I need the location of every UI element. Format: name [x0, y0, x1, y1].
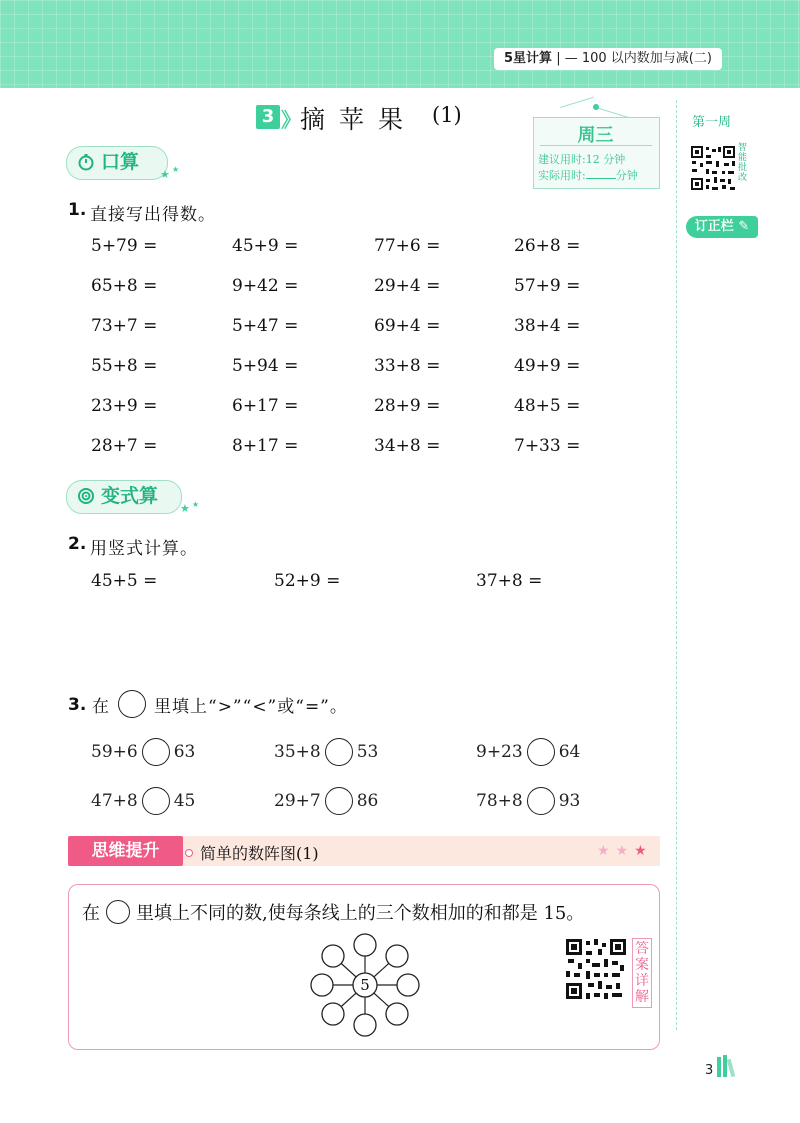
- oral-calc-item: 77+6 =: [374, 236, 441, 256]
- oral-calc-item: 48+5 =: [514, 396, 581, 416]
- star-icon: ★: [180, 502, 190, 515]
- diagram-circle[interactable]: [322, 945, 344, 967]
- qr-code-icon[interactable]: [690, 145, 736, 191]
- oral-calc-item: 65+8 =: [91, 276, 158, 296]
- oral-calc-item: 45+9 =: [232, 236, 299, 256]
- book-unit-tag: [494, 48, 722, 70]
- unit-name: — 100 以内数加与减(二): [564, 51, 712, 66]
- week-label: 第一周: [692, 115, 732, 130]
- qr-code-icon[interactable]: [564, 937, 628, 1001]
- vertical-calc-item: 52+9 =: [274, 571, 341, 591]
- thinking-prompt: 在 里填上不同的数,使每条线上的三个数相加的和都是 15。: [82, 899, 584, 925]
- thinking-subtitle: 简单的数阵图(1): [200, 844, 319, 863]
- compare-circle[interactable]: [142, 738, 170, 766]
- oral-calc-item: 28+9 =: [374, 396, 441, 416]
- series-name: 5星计算: [504, 51, 553, 66]
- diagram-circle[interactable]: [397, 974, 419, 996]
- oral-calc-item: 6+17 =: [232, 396, 299, 416]
- oral-calc-item: 49+9 =: [514, 356, 581, 376]
- compare-item: 29+7 86: [274, 787, 378, 815]
- compare-item: 35+8 53: [274, 738, 378, 766]
- section-variant: [66, 480, 182, 514]
- correction-label: 订正栏: [694, 219, 734, 234]
- divider: [540, 145, 652, 146]
- compare-item: 59+6 63: [91, 738, 195, 766]
- oral-calc-item: 7+33 =: [514, 436, 581, 456]
- oral-calc-item: 5+47 =: [232, 316, 299, 336]
- difficulty-stars: [597, 843, 653, 859]
- thinking-label: 思维提升: [68, 836, 183, 866]
- oral-calc-item: 9+42 =: [232, 276, 299, 296]
- vertical-calc-item: 37+8 =: [476, 571, 543, 591]
- oral-calc-item: 23+9 =: [91, 396, 158, 416]
- oral-calc-item: 29+4 =: [374, 276, 441, 296]
- page-title-part: (1): [432, 103, 462, 127]
- question-number: 1.: [68, 200, 87, 220]
- divider: |: [556, 51, 561, 66]
- side-divider: [676, 100, 677, 1030]
- star-icon: ★: [615, 843, 635, 859]
- section-label: 变式算: [101, 485, 159, 507]
- answer-tag[interactable]: 答案详解: [632, 938, 652, 1008]
- correction-tag[interactable]: [686, 216, 758, 238]
- compare-circle[interactable]: [527, 738, 555, 766]
- time-blank[interactable]: [586, 169, 616, 179]
- circle-icon: [106, 900, 130, 924]
- compare-item: 47+8 45: [91, 787, 195, 815]
- star-icon: ★: [192, 500, 200, 509]
- bullet-icon: [185, 849, 193, 857]
- oral-calc-item: 28+7 =: [91, 436, 158, 456]
- diagram-circle[interactable]: [354, 1014, 376, 1036]
- question-text: 用竖式计算。: [90, 539, 198, 559]
- star-icon: ★: [160, 168, 170, 181]
- diagram-circle[interactable]: [322, 1003, 344, 1025]
- compare-item: 78+8 93: [476, 787, 580, 815]
- vertical-calc-item: 45+5 =: [91, 571, 158, 591]
- oral-calc-item: 5+79 =: [91, 236, 158, 256]
- chevron-icon: 》: [281, 108, 301, 132]
- qr-label: 智能批改: [738, 143, 748, 183]
- oral-calc-item: 38+4 =: [514, 316, 581, 336]
- compare-circle[interactable]: [325, 787, 353, 815]
- center-value: 5: [360, 976, 370, 994]
- actual-time: 实际用时: 分钟: [538, 169, 638, 182]
- oral-calc-item: 57+9 =: [514, 276, 581, 296]
- oral-calc-item: 73+7 =: [91, 316, 158, 336]
- compare-circle[interactable]: [142, 787, 170, 815]
- oral-calc-item: 33+8 =: [374, 356, 441, 376]
- suggested-time: 建议用时:12 分钟: [538, 153, 626, 166]
- lesson-number: 3: [256, 105, 280, 129]
- question-number: 3.: [68, 695, 87, 715]
- question-number: 2.: [68, 534, 87, 554]
- section-oral: [66, 146, 168, 180]
- hanger-line: [560, 97, 597, 119]
- oral-calc-item: 34+8 =: [374, 436, 441, 456]
- target-icon: [77, 487, 95, 505]
- diagram-circle[interactable]: [311, 974, 333, 996]
- question-text: 在 里填上“>”“<”或“=”。: [92, 690, 348, 718]
- oral-calc-item: 8+17 =: [232, 436, 299, 456]
- compare-circle[interactable]: [325, 738, 353, 766]
- diagram-circle[interactable]: [386, 945, 408, 967]
- star-icon: ★: [172, 165, 180, 174]
- page-title: 摘苹果: [300, 105, 418, 134]
- diagram-circle[interactable]: [386, 1003, 408, 1025]
- header-band: [0, 0, 800, 88]
- pencil-icon: ✎: [738, 219, 750, 234]
- star-icon: ★: [597, 843, 616, 859]
- oral-calc-item: 5+94 =: [232, 356, 299, 376]
- compare-item: 9+23 64: [476, 738, 580, 766]
- section-label: 口算: [101, 151, 140, 173]
- oral-calc-item: 55+8 =: [91, 356, 158, 376]
- oral-calc-item: 26+8 =: [514, 236, 581, 256]
- question-text: 直接写出得数。: [90, 205, 216, 225]
- page-number: 3: [705, 1063, 714, 1078]
- books-icon: [716, 1055, 740, 1077]
- diagram-circle[interactable]: [354, 934, 376, 956]
- hanger-pin-icon: [593, 104, 599, 110]
- oral-calc-item: 69+4 =: [374, 316, 441, 336]
- star-icon: ★: [634, 843, 653, 859]
- stopwatch-icon: [77, 153, 95, 171]
- day-title: 周三: [577, 125, 614, 146]
- number-array-diagram: [300, 930, 430, 1040]
- compare-circle[interactable]: [527, 787, 555, 815]
- circle-icon: [118, 690, 146, 718]
